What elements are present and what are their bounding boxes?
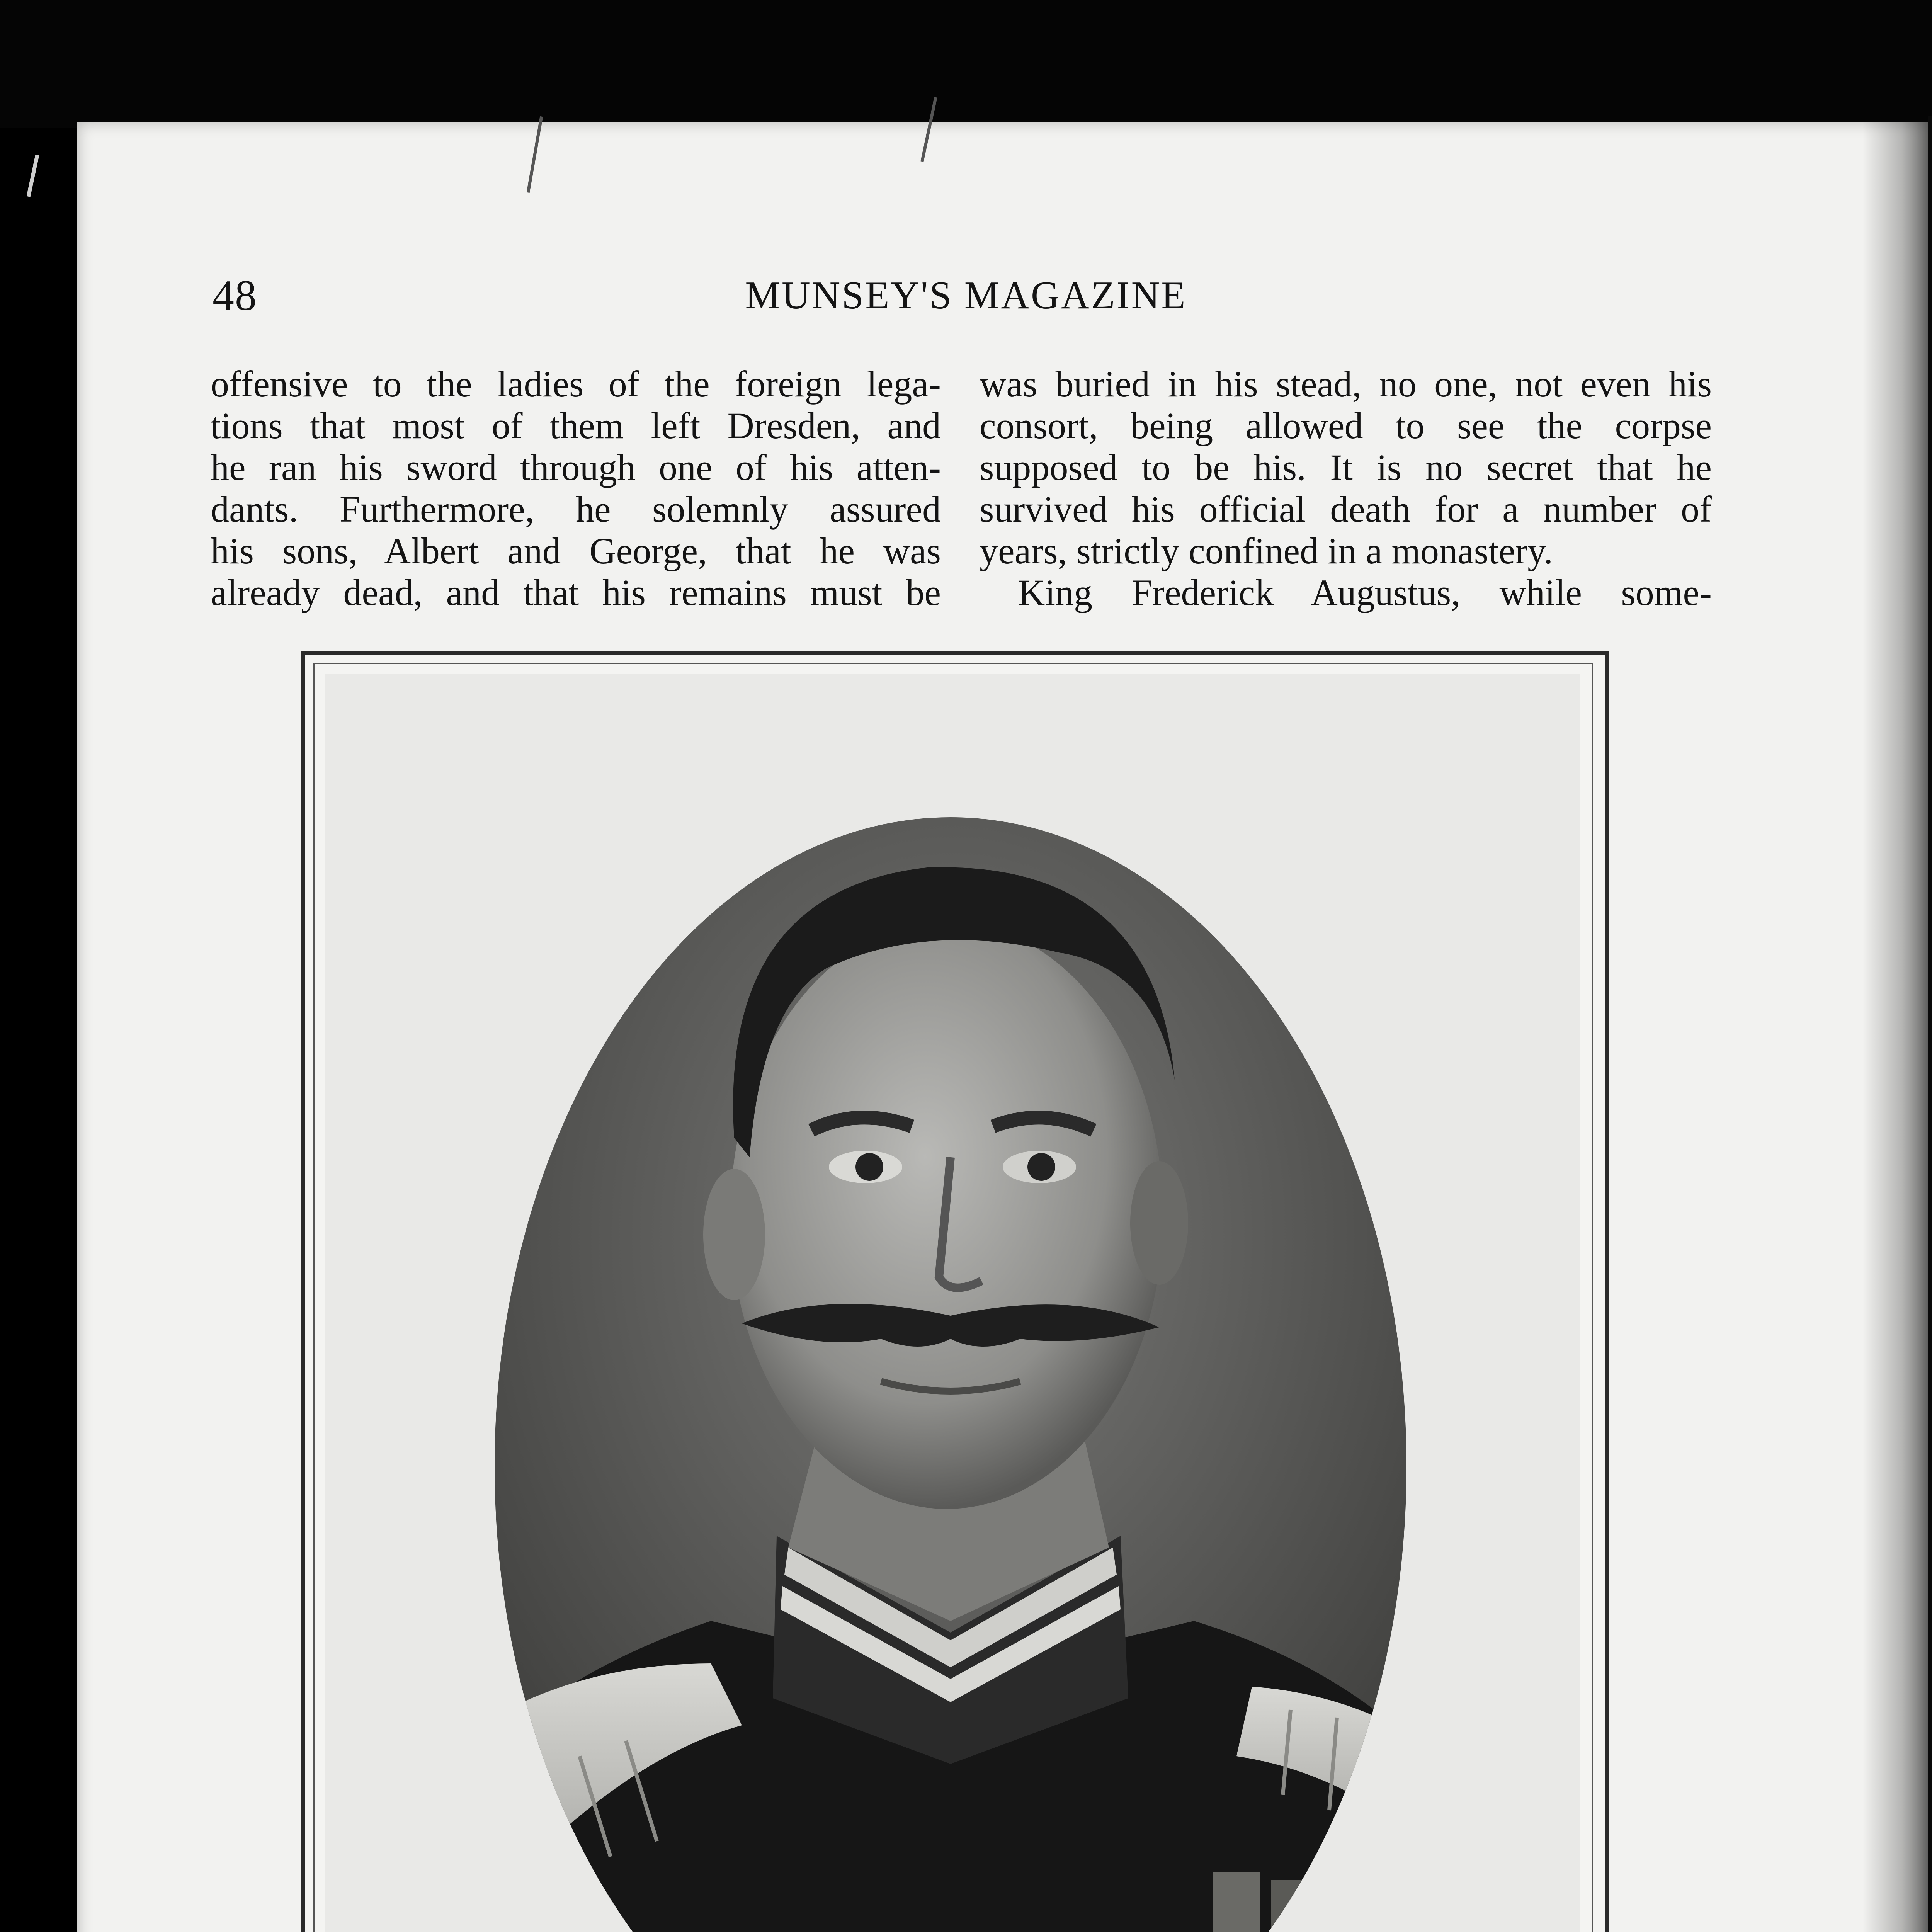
text-column-top-left <box>211 363 941 614</box>
scan-artifact-mark <box>27 155 39 197</box>
text-line: years, strictly confined in a monastery. <box>980 530 1553 571</box>
text-line: his sons, Albert and George, that he was <box>211 530 941 571</box>
scan-top-border <box>0 0 1932 128</box>
gutter-shadow <box>1862 122 1928 1932</box>
text-line: consort, being allowed to see the corpse <box>980 405 1712 446</box>
text-line: supposed to be his. It is no secret that he <box>980 447 1712 488</box>
running-head: MUNSEY'S MAGAZINE <box>745 274 1187 317</box>
portrait-photograph <box>325 674 1580 1932</box>
text-line-paragraph-start: King Frederick Augustus, while some- <box>1018 572 1712 613</box>
text-line: already dead, and that his remains must be <box>211 572 941 613</box>
page-number: 48 <box>213 272 257 320</box>
text-line: he ran his sword through one of his atten- <box>211 447 941 488</box>
text-line: tions that most of them left Dresden, and <box>211 405 941 446</box>
text-line: survived his official death for a number of <box>980 488 1712 530</box>
text-column-top-right <box>980 363 1712 614</box>
book-spine <box>1928 116 1932 1932</box>
text-line: offensive to the ladies of the foreign lega- <box>211 363 941 405</box>
text-line: dants. Furthermore, he solemnly assured <box>211 488 941 530</box>
text-line: was buried in his stead, no one, not even his <box>980 363 1712 405</box>
